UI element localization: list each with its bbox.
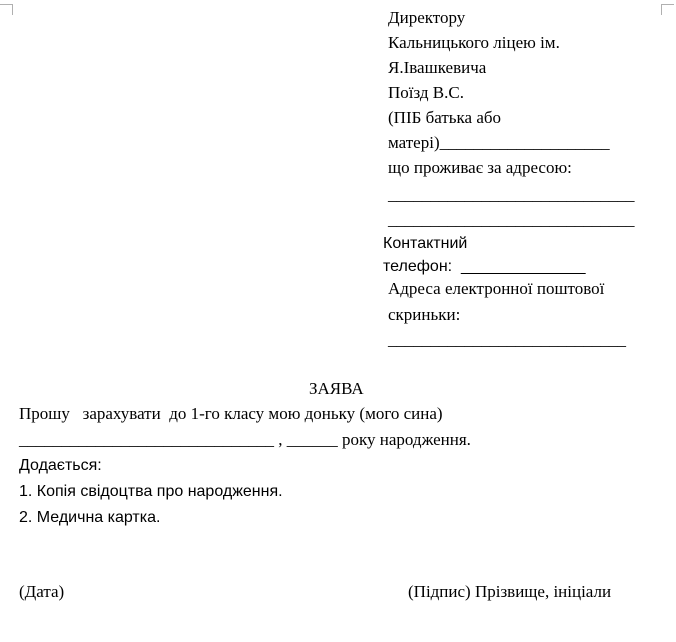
page-corner-mark-left [0, 4, 13, 15]
contact-label: Контактний [383, 235, 468, 252]
phone-label: телефон: ______________ [383, 258, 586, 275]
address-label: що проживає за адресою: [388, 158, 572, 177]
attached-label: Додається: [19, 457, 102, 474]
request-line-1: Прошу зарахувати до 1-го класу мою доньку (мого сина) [19, 404, 443, 423]
attachment-item-1: 1. Копія свідоцтва про народження. [19, 483, 283, 500]
email-label-line-1: Адреса електронної поштової [388, 279, 605, 298]
email-line: ____________________________ [388, 330, 626, 349]
parent-label-line-2: матері)____________________ [388, 133, 610, 152]
parent-label-line-1: (ПІБ батька або [388, 108, 502, 127]
date-label: (Дата) [19, 582, 65, 601]
document-title: ЗАЯВА [309, 379, 364, 398]
recipient-school: Кальницького ліцею ім. [388, 33, 560, 52]
request-line-2: ______________________________ , ______ року народження. [19, 430, 471, 449]
director-name: Поїзд В.С. [388, 83, 464, 102]
address-line-1: _____________________________ [388, 185, 635, 204]
recipient-school-name: Я.Івашкевича [388, 58, 487, 77]
attachment-item-2: 2. Медична картка. [19, 509, 161, 526]
page-corner-mark-right [661, 4, 674, 15]
address-line-2: _____________________________ [388, 210, 635, 229]
recipient-position: Директору [388, 8, 466, 27]
signature-label: (Підпис) Прізвище, ініціали [408, 582, 612, 601]
email-label-line-2: скриньки: [388, 305, 461, 324]
